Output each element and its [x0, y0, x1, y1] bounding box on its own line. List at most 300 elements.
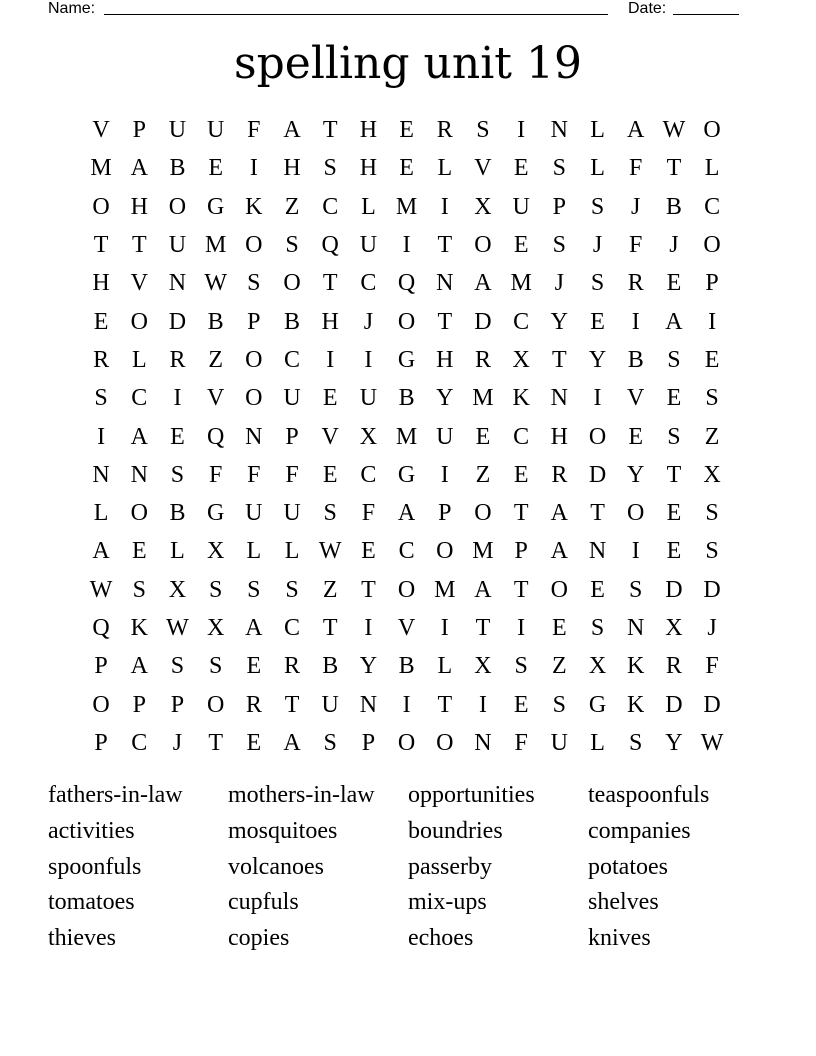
grid-letter[interactable]: T [666, 155, 682, 182]
grid-letter[interactable]: X [703, 461, 721, 488]
grid-letter[interactable]: X [512, 346, 530, 373]
grid-letter[interactable]: D [703, 691, 721, 718]
grid-letter[interactable]: E [322, 385, 338, 412]
grid-letter[interactable]: I [97, 423, 106, 450]
grid-letter[interactable]: L [437, 155, 453, 182]
grid-letter[interactable]: C [322, 193, 339, 220]
grid-letter[interactable]: A [245, 615, 263, 641]
grid-letter[interactable]: P [285, 423, 299, 450]
grid-letter[interactable]: O [397, 308, 416, 335]
grid-letter[interactable]: S [323, 155, 337, 182]
grid-letter[interactable]: I [517, 117, 526, 144]
grid-letter[interactable]: W [166, 615, 189, 641]
word-list-item: potatoes [588, 853, 668, 880]
grid-letter[interactable]: O [436, 538, 454, 565]
grid-letter[interactable]: E [246, 729, 262, 756]
grid-letter[interactable]: M [510, 270, 532, 297]
grid-letter[interactable]: A [130, 155, 148, 182]
grid-letter[interactable]: E [399, 117, 414, 144]
grid-letter[interactable]: R [665, 653, 682, 680]
grid-letter[interactable]: W [662, 117, 686, 144]
grid-letter[interactable]: E [361, 538, 376, 565]
grid-letter[interactable]: T [93, 232, 109, 259]
grid-letter[interactable]: C [284, 615, 301, 641]
grid-letter[interactable]: E [170, 423, 185, 450]
grid-letter[interactable]: E [513, 232, 529, 259]
grid-letter[interactable]: S [705, 385, 719, 412]
grid-letter[interactable]: S [323, 500, 337, 527]
grid-letter[interactable]: S [285, 232, 299, 259]
grid-letter[interactable]: L [590, 155, 605, 182]
grid-letter[interactable]: N [168, 270, 187, 297]
grid-letter[interactable]: C [360, 461, 377, 488]
grid-letter[interactable]: O [627, 500, 645, 527]
grid-letter[interactable]: I [364, 346, 373, 373]
grid-letter[interactable]: B [169, 500, 186, 527]
grid-letter[interactable]: O [245, 232, 263, 259]
grid-letter[interactable]: S [247, 576, 261, 603]
grid-letter[interactable]: N [474, 729, 492, 756]
grid-letter[interactable]: L [361, 193, 376, 220]
grid-letter[interactable]: U [512, 193, 530, 220]
grid-letter[interactable]: E [666, 500, 682, 527]
grid-letter[interactable]: T [475, 615, 491, 641]
grid-letter[interactable]: T [666, 461, 682, 488]
grid-letter[interactable]: S [247, 270, 261, 297]
grid-letter[interactable]: K [512, 385, 530, 412]
grid-letter[interactable]: G [206, 500, 225, 527]
grid-letter[interactable]: I [173, 385, 182, 412]
grid-letter[interactable]: I [440, 461, 449, 488]
grid-letter[interactable]: U [168, 117, 187, 144]
grid-letter[interactable]: B [284, 308, 301, 335]
grid-letter[interactable]: Q [321, 232, 339, 259]
date-blank-line[interactable] [673, 14, 739, 15]
grid-letter[interactable]: R [169, 346, 186, 373]
grid-letter[interactable]: E [131, 538, 147, 565]
grid-letter[interactable]: J [669, 232, 679, 259]
grid-letter[interactable]: Y [665, 729, 683, 756]
grid-letter[interactable]: L [93, 500, 109, 527]
grid-letter[interactable]: O [474, 232, 492, 259]
grid-letter[interactable]: S [552, 691, 567, 718]
grid-letter[interactable]: C [513, 423, 530, 450]
grid-letter[interactable]: S [629, 576, 643, 603]
grid-letter[interactable]: E [590, 308, 605, 335]
grid-letter[interactable]: X [665, 615, 683, 641]
grid-letter[interactable]: F [247, 117, 261, 144]
grid-letter[interactable]: E [552, 615, 567, 641]
grid-letter[interactable]: T [208, 729, 223, 756]
grid-letter[interactable]: O [703, 117, 721, 144]
grid-letter[interactable]: S [590, 193, 605, 220]
grid-letter[interactable]: A [665, 308, 683, 335]
word-list-item: mothers-in-law [228, 781, 375, 808]
grid-letter[interactable]: J [554, 270, 565, 297]
grid-letter[interactable]: K [627, 691, 645, 718]
grid-letter[interactable]: B [398, 653, 415, 680]
grid-letter[interactable]: P [132, 691, 146, 718]
grid-letter[interactable]: L [590, 729, 605, 756]
grid-letter[interactable]: A [283, 729, 301, 756]
grid-letter[interactable]: E [704, 346, 720, 373]
grid-letter[interactable]: S [705, 538, 719, 565]
word-search-grid [82, 111, 732, 762]
grid-letter[interactable]: W [318, 538, 342, 565]
grid-letter[interactable]: T [437, 691, 453, 718]
grid-letter[interactable]: O [92, 691, 110, 718]
grid-letter[interactable]: P [514, 538, 528, 565]
grid-letter[interactable]: Z [552, 653, 567, 680]
grid-letter[interactable]: N [436, 270, 454, 297]
grid-letter[interactable]: N [130, 461, 148, 488]
grid-letter[interactable]: T [590, 500, 605, 527]
grid-letter[interactable]: O [245, 385, 263, 412]
grid-letter[interactable]: I [402, 232, 411, 259]
grid-letter[interactable]: T [513, 576, 529, 603]
grid-letter[interactable]: L [590, 117, 605, 144]
grid-letter[interactable]: J [592, 232, 603, 259]
grid-letter[interactable]: I [440, 615, 449, 641]
grid-letter[interactable]: U [245, 500, 263, 527]
grid-letter[interactable]: A [283, 117, 301, 144]
grid-letter[interactable]: G [397, 461, 416, 488]
grid-letter[interactable]: S [590, 615, 605, 641]
word-list-item: copies [228, 925, 290, 952]
word-list-item: knives [588, 925, 651, 952]
grid-letter[interactable]: L [246, 538, 262, 565]
grid-letter[interactable]: U [359, 385, 378, 412]
grid-letter[interactable]: N [550, 117, 569, 144]
grid-letter[interactable]: S [552, 155, 567, 182]
grid-letter[interactable]: R [436, 117, 453, 144]
grid-letter[interactable]: S [476, 117, 490, 144]
grid-letter[interactable]: M [434, 576, 456, 603]
grid-letter[interactable]: J [631, 193, 641, 220]
grid-letter[interactable]: H [550, 423, 569, 450]
grid-letter[interactable]: H [321, 308, 339, 335]
grid-letter[interactable]: B [207, 308, 224, 335]
grid-letter[interactable]: F [514, 729, 528, 756]
grid-letter[interactable]: E [399, 155, 414, 182]
grid-letter[interactable]: S [667, 346, 681, 373]
grid-letter[interactable]: H [359, 155, 378, 182]
grid-letter[interactable]: P [170, 691, 185, 718]
grid-letter[interactable]: N [359, 691, 378, 718]
grid-letter[interactable]: P [94, 653, 108, 680]
grid-letter[interactable]: R [627, 270, 644, 297]
grid-letter[interactable]: V [397, 615, 416, 641]
grid-letter[interactable]: N [245, 423, 263, 450]
grid-letter[interactable]: B [322, 653, 339, 680]
grid-letter[interactable]: U [168, 232, 187, 259]
grid-letter[interactable]: S [94, 385, 108, 412]
grid-letter[interactable]: B [665, 193, 682, 220]
grid-letter[interactable]: F [247, 461, 261, 488]
grid-letter[interactable]: A [92, 538, 110, 565]
grid-letter[interactable]: P [705, 270, 719, 297]
grid-letter[interactable]: E [322, 461, 338, 488]
grid-letter[interactable]: T [437, 308, 453, 335]
grid-letter[interactable]: E [666, 538, 682, 565]
grid-letter[interactable]: N [627, 615, 645, 641]
grid-letter[interactable]: I [364, 615, 373, 641]
grid-letter[interactable]: H [436, 346, 454, 373]
grid-letter[interactable]: D [665, 576, 683, 603]
grid-letter[interactable]: B [169, 155, 186, 182]
grid-letter[interactable]: S [323, 729, 337, 756]
grid-letter[interactable]: T [513, 500, 529, 527]
grid-letter[interactable]: H [92, 270, 110, 297]
grid-letter[interactable]: R [474, 346, 491, 373]
grid-letter[interactable]: Y [550, 308, 569, 335]
grid-letter[interactable]: D [703, 576, 721, 603]
grid-letter[interactable]: W [700, 729, 724, 756]
grid-letter[interactable]: E [475, 423, 491, 450]
grid-letter[interactable]: S [552, 232, 567, 259]
grid-letter[interactable]: T [552, 346, 567, 373]
grid-letter[interactable]: U [206, 117, 225, 144]
grid-letter[interactable]: I [326, 346, 335, 373]
grid-letter[interactable]: E [513, 461, 529, 488]
grid-letter[interactable]: M [472, 538, 494, 565]
grid-letter[interactable]: O [397, 576, 416, 603]
grid-letter[interactable]: M [90, 155, 112, 182]
grid-letter[interactable]: X [474, 653, 492, 680]
grid-letter[interactable]: S [285, 576, 299, 603]
grid-letter[interactable]: F [361, 500, 376, 527]
grid-letter[interactable]: K [245, 193, 263, 220]
grid-letter[interactable]: U [321, 691, 339, 718]
grid-letter[interactable]: I [593, 385, 602, 412]
grid-letter[interactable]: J [363, 308, 374, 335]
grid-letter[interactable]: L [704, 155, 720, 182]
grid-letter[interactable]: R [93, 346, 110, 373]
grid-letter[interactable]: Y [436, 385, 454, 412]
grid-letter[interactable]: S [170, 461, 185, 488]
grid-letter[interactable]: N [550, 385, 569, 412]
grid-letter[interactable]: P [438, 500, 452, 527]
grid-letter[interactable]: O [92, 193, 110, 220]
grid-letter[interactable]: C [398, 538, 415, 565]
grid-letter[interactable]: Z [475, 461, 491, 488]
grid-letter[interactable]: A [627, 117, 645, 144]
grid-letter[interactable]: E [513, 155, 529, 182]
grid-letter[interactable]: X [588, 653, 607, 680]
grid-letter[interactable]: W [89, 576, 113, 603]
grid-letter[interactable]: U [550, 729, 569, 756]
grid-letter[interactable]: E [93, 308, 109, 335]
grid-letter[interactable]: Y [627, 461, 645, 488]
grid-letter[interactable]: O [245, 346, 263, 373]
grid-letter[interactable]: I [517, 615, 526, 641]
grid-letter[interactable]: S [132, 576, 146, 603]
grid-letter[interactable]: C [704, 193, 721, 220]
grid-letter[interactable]: I [249, 155, 258, 182]
grid-letter[interactable]: P [247, 308, 261, 335]
grid-letter[interactable]: A [130, 423, 148, 450]
grid-letter[interactable]: U [283, 500, 301, 527]
grid-letter[interactable]: X [168, 576, 187, 603]
grid-letter[interactable]: K [627, 653, 645, 680]
grid-letter[interactable]: A [550, 538, 569, 565]
grid-letter[interactable]: Z [704, 423, 720, 450]
grid-letter[interactable]: F [705, 653, 719, 680]
grid-letter[interactable]: H [359, 117, 378, 144]
grid-letter[interactable]: E [246, 653, 262, 680]
grid-letter[interactable]: A [130, 653, 148, 680]
grid-letter[interactable]: P [132, 117, 146, 144]
grid-letter[interactable]: T [361, 576, 376, 603]
grid-letter[interactable]: P [552, 193, 567, 220]
grid-letter[interactable]: O [588, 423, 607, 450]
grid-letter[interactable]: E [666, 385, 682, 412]
grid-letter[interactable]: F [629, 232, 643, 259]
grid-row [82, 724, 732, 762]
grid-letter[interactable]: U [359, 232, 378, 259]
grid-letter[interactable]: Q [397, 270, 416, 297]
grid-letter[interactable]: A [474, 270, 492, 297]
word-list-item: mosquitoes [228, 817, 338, 844]
grid-letter[interactable]: G [206, 193, 225, 220]
grid-letter[interactable]: E [208, 155, 223, 182]
grid-letter[interactable]: S [514, 653, 528, 680]
grid-letter[interactable]: T [322, 117, 338, 144]
word-list-item: echoes [408, 925, 474, 952]
grid-letter[interactable]: T [437, 232, 453, 259]
grid-letter[interactable]: C [360, 270, 377, 297]
grid-letter[interactable]: Q [92, 615, 110, 641]
grid-letter[interactable]: D [474, 308, 492, 335]
grid-letter[interactable]: Z [208, 346, 223, 373]
grid-letter[interactable]: C [131, 729, 148, 756]
grid-letter[interactable]: S [705, 500, 719, 527]
grid-letter[interactable]: T [131, 232, 147, 259]
grid-letter[interactable]: S [170, 653, 185, 680]
grid-letter[interactable]: D [588, 461, 607, 488]
grid-letter[interactable]: B [627, 346, 644, 373]
grid-letter[interactable]: M [395, 193, 418, 220]
grid-letter[interactable]: F [285, 461, 299, 488]
grid-letter[interactable]: Q [206, 423, 225, 450]
grid-letter[interactable]: D [168, 308, 187, 335]
grid-letter[interactable]: M [472, 385, 494, 412]
grid-letter[interactable]: E [513, 691, 529, 718]
grid-letter[interactable]: T [322, 615, 338, 641]
grid-letter[interactable]: C [284, 346, 301, 373]
grid-letter[interactable]: E [666, 270, 682, 297]
grid-letter[interactable]: O [168, 193, 187, 220]
grid-letter[interactable]: S [629, 729, 643, 756]
grid-letter[interactable]: G [397, 346, 416, 373]
grid-letter[interactable]: O [283, 270, 301, 297]
grid-letter[interactable]: T [322, 270, 338, 297]
grid-letter[interactable]: R [284, 653, 301, 680]
grid-letter[interactable]: O [436, 729, 454, 756]
grid-letter[interactable]: I [402, 691, 411, 718]
grid-letter[interactable]: R [245, 691, 262, 718]
grid-letter[interactable]: V [474, 155, 492, 182]
grid-letter[interactable]: E [628, 423, 644, 450]
grid-letter[interactable]: O [130, 308, 148, 335]
grid-letter[interactable]: C [131, 385, 148, 412]
grid-letter[interactable]: B [398, 385, 415, 412]
grid-letter[interactable]: V [130, 270, 148, 297]
grid-letter[interactable]: Y [588, 346, 607, 373]
grid-letter[interactable]: W [204, 270, 227, 297]
grid-letter[interactable]: V [627, 385, 645, 412]
grid-letter[interactable]: O [130, 500, 148, 527]
grid-letter[interactable]: T [284, 691, 300, 718]
grid-letter[interactable]: O [474, 500, 492, 527]
grid-letter[interactable]: J [707, 615, 717, 641]
grid-letter[interactable]: A [474, 576, 492, 603]
grid-letter[interactable]: A [397, 500, 416, 527]
grid-letter[interactable]: F [629, 155, 643, 182]
grid-letter[interactable]: Z [284, 193, 300, 220]
grid-letter[interactable]: F [208, 461, 223, 488]
grid-letter[interactable]: O [206, 691, 225, 718]
grid-letter[interactable]: D [665, 691, 683, 718]
grid-letter[interactable]: S [208, 653, 223, 680]
grid-letter[interactable]: H [283, 155, 301, 182]
grid-letter[interactable]: O [397, 729, 416, 756]
grid-letter[interactable]: U [436, 423, 454, 450]
grid-letter[interactable]: V [321, 423, 339, 450]
grid-letter[interactable]: S [208, 576, 223, 603]
grid-letter[interactable]: L [170, 538, 185, 565]
grid-letter[interactable]: Y [359, 653, 378, 680]
grid-letter[interactable]: U [283, 385, 301, 412]
grid-letter[interactable]: V [92, 117, 110, 144]
grid-letter[interactable]: M [204, 232, 227, 259]
grid-letter[interactable]: I [631, 538, 640, 565]
grid-letter[interactable]: N [588, 538, 607, 565]
grid-letter[interactable]: X [474, 193, 492, 220]
grid-letter[interactable]: I [631, 308, 640, 335]
grid-letter[interactable]: H [130, 193, 148, 220]
grid-letter[interactable]: L [284, 538, 300, 565]
grid-letter[interactable]: O [550, 576, 569, 603]
grid-letter[interactable]: X [206, 538, 225, 565]
grid-letter[interactable]: S [590, 270, 605, 297]
grid-letter[interactable]: E [590, 576, 605, 603]
grid-letter[interactable]: X [206, 615, 225, 641]
grid-letter[interactable]: N [92, 461, 110, 488]
grid-letter[interactable]: L [131, 346, 147, 373]
grid-letter[interactable]: M [395, 423, 418, 450]
grid-letter[interactable]: S [667, 423, 681, 450]
grid-letter[interactable]: I [478, 691, 487, 718]
grid-letter[interactable]: I [708, 308, 717, 335]
grid-letter[interactable]: V [206, 385, 225, 412]
name-blank-line[interactable] [104, 14, 608, 15]
grid-letter[interactable]: Z [322, 576, 338, 603]
grid-letter[interactable]: P [361, 729, 376, 756]
grid-letter[interactable]: O [703, 232, 721, 259]
grid-letter[interactable]: J [172, 729, 183, 756]
grid-letter[interactable]: G [588, 691, 607, 718]
grid-letter[interactable]: R [551, 461, 568, 488]
grid-letter[interactable]: P [94, 729, 108, 756]
grid-letter[interactable]: K [130, 615, 148, 641]
grid-letter[interactable]: C [513, 308, 530, 335]
grid-letter[interactable]: I [440, 193, 449, 220]
grid-row [82, 532, 732, 570]
grid-letter[interactable]: X [359, 423, 378, 450]
grid-letter[interactable]: L [437, 653, 453, 680]
grid-letter[interactable]: A [550, 500, 569, 527]
